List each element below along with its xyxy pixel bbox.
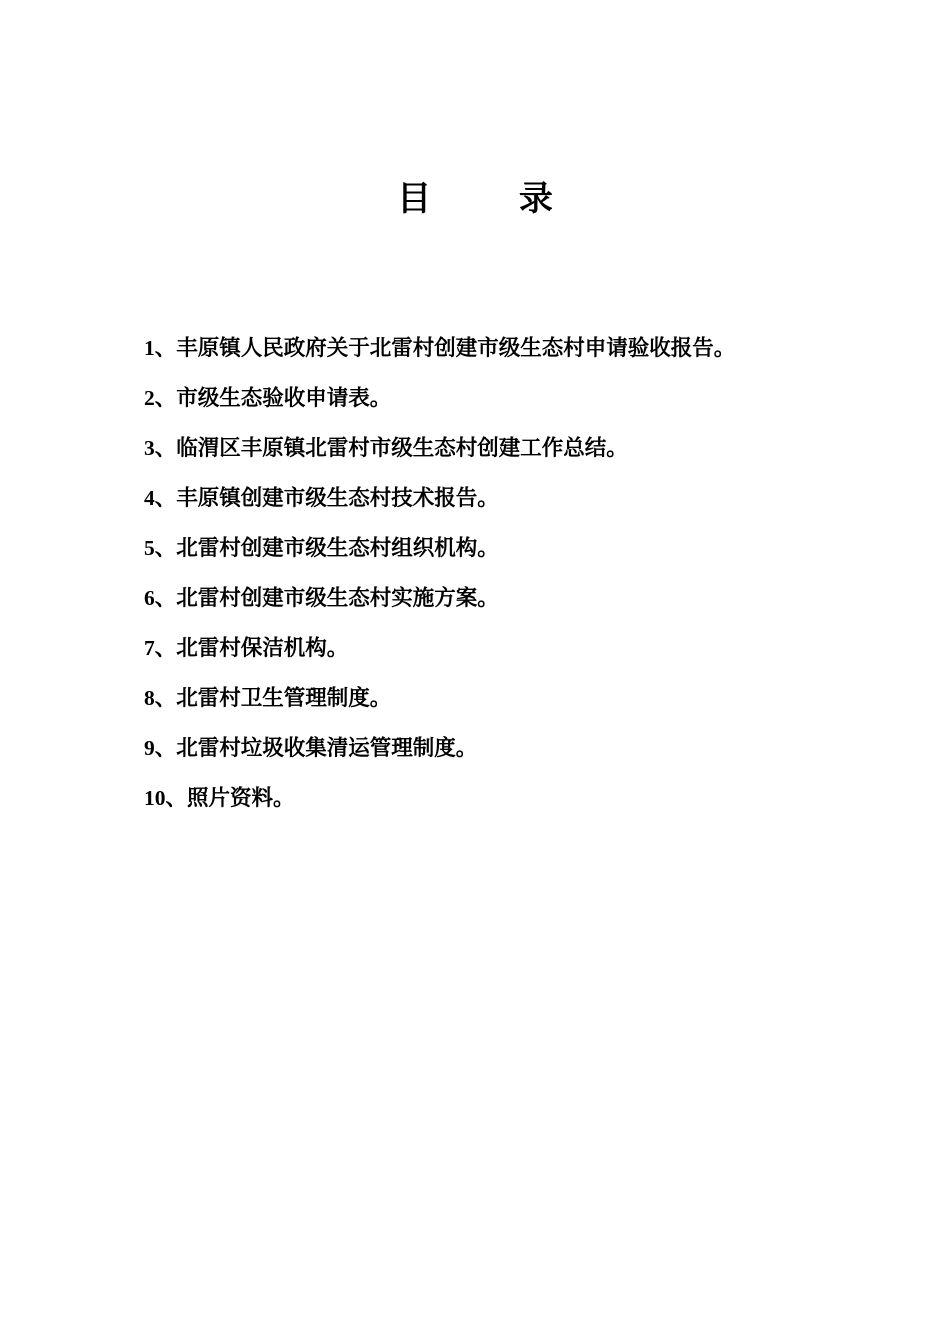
toc-item-number: 5 bbox=[144, 536, 155, 560]
toc-item-text: 北雷村保洁机构。 bbox=[176, 636, 349, 661]
toc-item-text: 丰原镇人民政府关于北雷村创建市级生态村申请验收报告。 bbox=[176, 336, 736, 361]
toc-item-separator: 、 bbox=[154, 686, 177, 711]
toc-item bbox=[144, 433, 844, 483]
table-of-contents bbox=[144, 333, 844, 833]
toc-item bbox=[144, 533, 844, 583]
toc-item-separator: 、 bbox=[154, 586, 177, 611]
toc-item-number: 7 bbox=[144, 636, 155, 660]
toc-item bbox=[144, 733, 844, 783]
toc-item-text: 照片资料。 bbox=[187, 786, 295, 811]
toc-item bbox=[144, 483, 844, 533]
toc-item-separator: 、 bbox=[154, 636, 177, 661]
toc-item-number: 1 bbox=[144, 336, 155, 360]
toc-item-number: 10 bbox=[144, 786, 166, 810]
toc-item-separator: 、 bbox=[154, 486, 177, 511]
toc-item-number: 8 bbox=[144, 686, 155, 710]
toc-item bbox=[144, 333, 844, 383]
toc-item-number: 2 bbox=[144, 386, 155, 410]
toc-item-separator: 、 bbox=[165, 786, 188, 811]
toc-item-number: 9 bbox=[144, 736, 155, 760]
toc-item-separator: 、 bbox=[154, 736, 177, 761]
toc-item bbox=[144, 683, 844, 733]
toc-item bbox=[144, 783, 844, 833]
toc-item bbox=[144, 633, 844, 683]
toc-item-text: 北雷村卫生管理制度。 bbox=[176, 686, 392, 711]
toc-item-text: 北雷村创建市级生态村组织机构。 bbox=[176, 536, 499, 561]
toc-item-text: 北雷村创建市级生态村实施方案。 bbox=[176, 586, 499, 611]
toc-item-number: 4 bbox=[144, 486, 155, 510]
toc-item-text: 市级生态验收申请表。 bbox=[176, 386, 392, 411]
toc-item bbox=[144, 583, 844, 633]
toc-item-separator: 、 bbox=[154, 436, 177, 461]
toc-item-text: 丰原镇创建市级生态村技术报告。 bbox=[176, 486, 499, 511]
toc-item-number: 6 bbox=[144, 586, 155, 610]
toc-item-separator: 、 bbox=[154, 386, 177, 411]
page-title: 目 录 bbox=[397, 179, 591, 219]
toc-item-text: 临渭区丰原镇北雷村市级生态村创建工作总结。 bbox=[176, 436, 628, 461]
toc-item-separator: 、 bbox=[154, 336, 177, 361]
toc-item-separator: 、 bbox=[154, 536, 177, 561]
toc-item-number: 3 bbox=[144, 436, 155, 460]
toc-item bbox=[144, 383, 844, 433]
toc-item-text: 北雷村垃圾收集清运管理制度。 bbox=[176, 736, 478, 761]
